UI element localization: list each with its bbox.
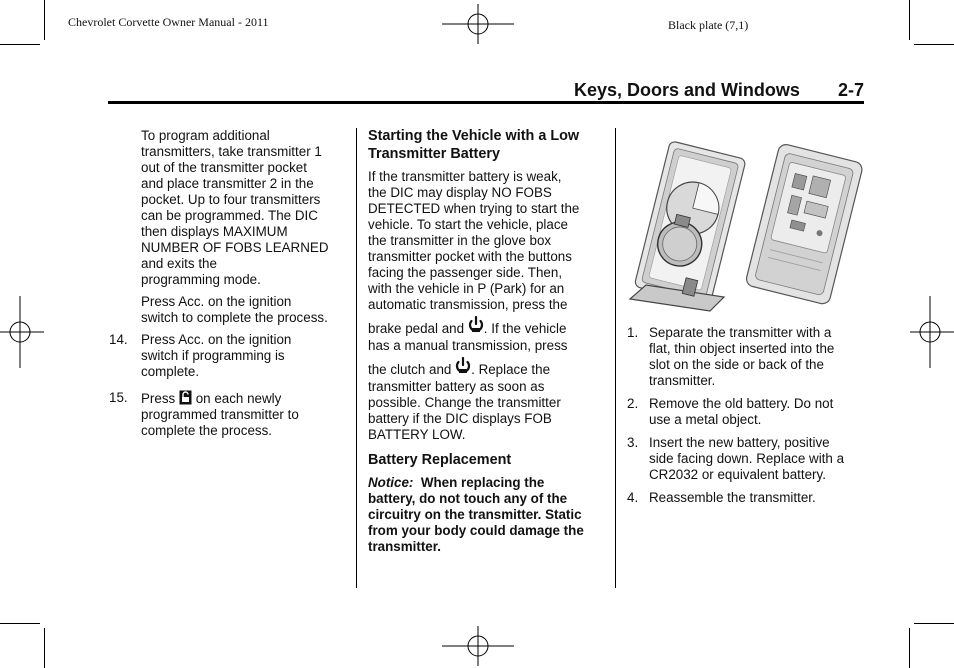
registration-mark-right — [910, 296, 954, 368]
column-divider — [356, 128, 357, 588]
step-14: 14. Press Acc. on the ignition switch if programming is complete. — [109, 332, 292, 379]
step-number: 15. — [109, 390, 128, 405]
step-number: 1. — [627, 325, 639, 340]
column-divider — [615, 128, 616, 588]
notice-paragraph: Notice: When replacing the battery, do not touch any of the circuitry on the transmitter. Static from your body could damage the transmitter. — [368, 475, 584, 554]
step-number: 4. — [627, 490, 639, 505]
manual-title: Chevrolet Corvette Owner Manual - 2011 — [68, 15, 269, 29]
step-15: 15. Press on each newly programmed transmitter to complete the process. — [109, 390, 299, 438]
left-column — [109, 128, 353, 439]
transmitter-battery-illustration — [626, 137, 866, 313]
step-3: 3. Insert the new battery, positive side facing down. Replace with a CR2032 or equivalent battery. — [627, 435, 845, 482]
step-1: 1. Separate the transmitter with a flat, thin object inserted into the slot on the side or back of the transmitter. — [627, 325, 835, 388]
plate-label: Black plate (7,1) — [668, 18, 749, 32]
step-number: 2. — [627, 396, 639, 411]
middle-column — [368, 127, 612, 555]
engine-start-icon — [455, 357, 471, 374]
engine-start-icon — [468, 316, 484, 333]
step-number: 3. — [627, 435, 639, 450]
low-battery-heading: Starting the Vehicle with a Low Transmitter Battery — [368, 128, 580, 162]
notice-label: Notice: — [368, 475, 414, 490]
press-acc-paragraph: Press Acc. on the ignition switch to complete the process. — [141, 294, 328, 325]
registration-mark-bottom — [442, 626, 514, 666]
step-2: 2. Remove the old battery. Do not use a metal object. — [627, 396, 834, 427]
registration-mark-left — [0, 296, 44, 368]
step-number: 14. — [109, 332, 128, 347]
page-number: 2-7 — [838, 80, 865, 100]
step-4: 4. Reassemble the transmitter. — [627, 490, 816, 505]
unlock-icon — [179, 390, 192, 405]
right-column — [627, 325, 867, 506]
program-transmitters-paragraph: To program additional transmitters, take transmitter 1 out of the transmitter pocket and place transmitter 2 in the pocket. Up to four transmitters can be programmed. The DIC then displays MAXIMUM NUMBER OF FOBS LEARNED and exits the programming mode. — [141, 128, 329, 287]
registration-mark-top — [442, 4, 514, 44]
low-battery-paragraph: If the transmitter battery is weak, the DIC may display NO FOBS DETECTED when trying to start the vehicle. To start the vehicle, place the transmitter in the glove box transmitter pocket with the buttons facing the passenger side. Then, with the vehicle in P (Park) for an automatic transmission, press the brake pedal and . If the vehicle has a manual transmission, press the clutch and . Replace the transmitter battery as soon as possible. Change the transmitter battery if the DIC displays FOB BATTERY LOW. — [368, 169, 580, 442]
section-title: Keys, Doors and Windows — [574, 80, 800, 100]
header-rule — [108, 101, 864, 104]
battery-replacement-heading: Battery Replacement — [368, 452, 512, 468]
